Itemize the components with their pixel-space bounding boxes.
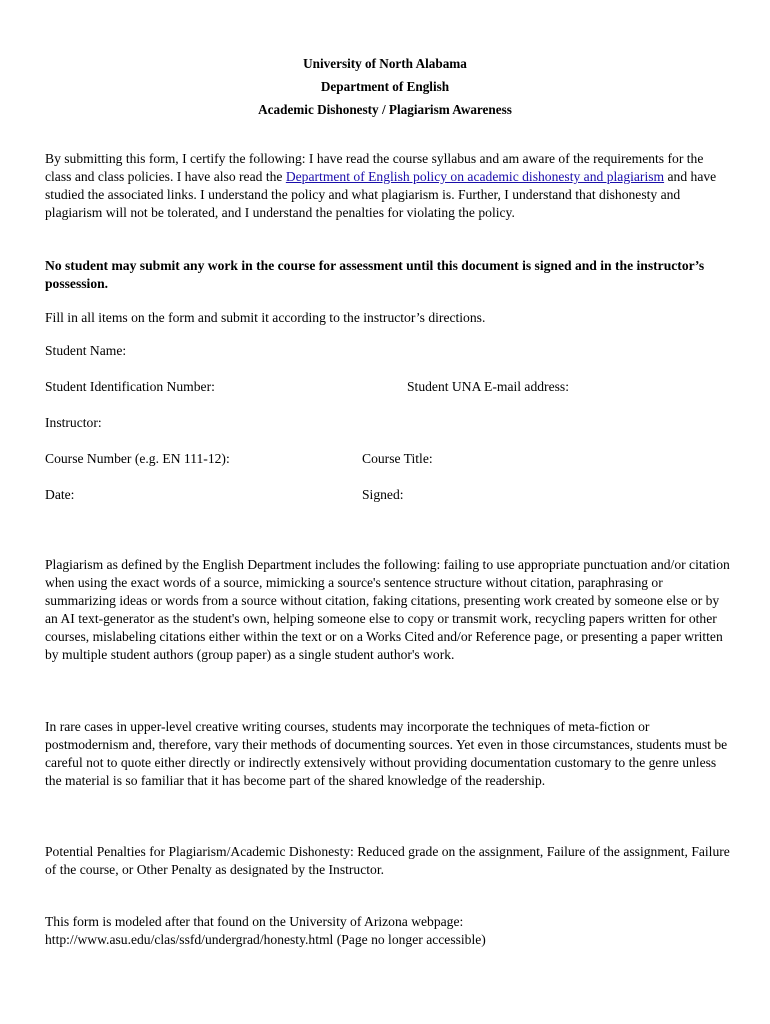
policy-link[interactable]: Department of English policy on academic dishonesty and plagiarism (285, 169, 665, 184)
instructor-label: Instructor: (45, 415, 102, 430)
certification-paragraph (45, 150, 730, 222)
creative-writing-paragraph: In rare cases in upper-level creative writing courses, students may incorporate the techniques of meta-fiction or postmodernism and, therefore, vary their methods of documenting sources. Yet even in those circumstances, students must be careful not to quote either directly or indirectly extensively without providing documentation customary to the genre unless the material is so familiar that it has become part of the shared knowledge of the readership. (45, 719, 728, 788)
instructions-paragraph: Fill in all items on the form and submit it according to the instructor’s directions. (45, 310, 486, 325)
student-name-label: Student Name: (45, 343, 127, 358)
student-email-label: Student UNA E-mail address: (407, 379, 569, 394)
source-note-line2: http://www.asu.edu/clas/ssfd/undergrad/honesty.html (Page no longer accessible) (45, 932, 486, 947)
penalties-paragraph: Potential Penalties for Plagiarism/Academic Dishonesty: Reduced grade on the assignment, Failure of the assignment, Failure of the course, or Other Penalty as designated by the Instructor. (45, 844, 730, 877)
student-id-label: Student Identification Number: (45, 379, 215, 394)
university-name: University of North Alabama (303, 56, 467, 71)
source-note-paragraph (45, 913, 730, 949)
warning-paragraph: No student may submit any work in the course for assessment until this document is signed and in the instructor’s possession. (45, 258, 705, 291)
course-number-label: Course Number (e.g. EN 111-12): (45, 451, 230, 466)
source-note-line1: This form is modeled after that found on the University of Arizona webpage: (45, 914, 464, 929)
date-label: Date: (45, 487, 75, 502)
signed-label: Signed: (362, 487, 404, 502)
department-name: Department of English (320, 79, 450, 94)
document-header (0, 52, 770, 121)
document-title: Academic Dishonesty / Plagiarism Awareness (258, 102, 512, 117)
course-title-label: Course Title: (362, 451, 433, 466)
plagiarism-definition-paragraph: Plagiarism as defined by the English Department includes the following: failing to use appropriate punctuation and/or citation when using the exact words of a source, mimicking a source's sentence structure without citation, paraphrasing or summarizing ideas or words from a source without citation, faking citations, presenting work created by someone else or by an AI text-generator as the student's own, helping someone else to copy or transmit work, recycling papers written for other courses, mislabeling citations either within the text or on a Works Cited and/or Reference page, or presenting a paper written by multiple student authors (group paper) as a single student author's work. (45, 557, 730, 662)
certification-text-after: and have studied the associated links. I understand the policy and what plagiarism is. Further, I understand that dishonesty and plagiarism will not be tolerated, and I understand the penalties for violating the policy. (45, 169, 717, 220)
certification-text-before: By submitting this form, I certify the following: I have read the course syllabus and am aware of the requirements for the class and class policies. I have also read the (45, 151, 704, 184)
